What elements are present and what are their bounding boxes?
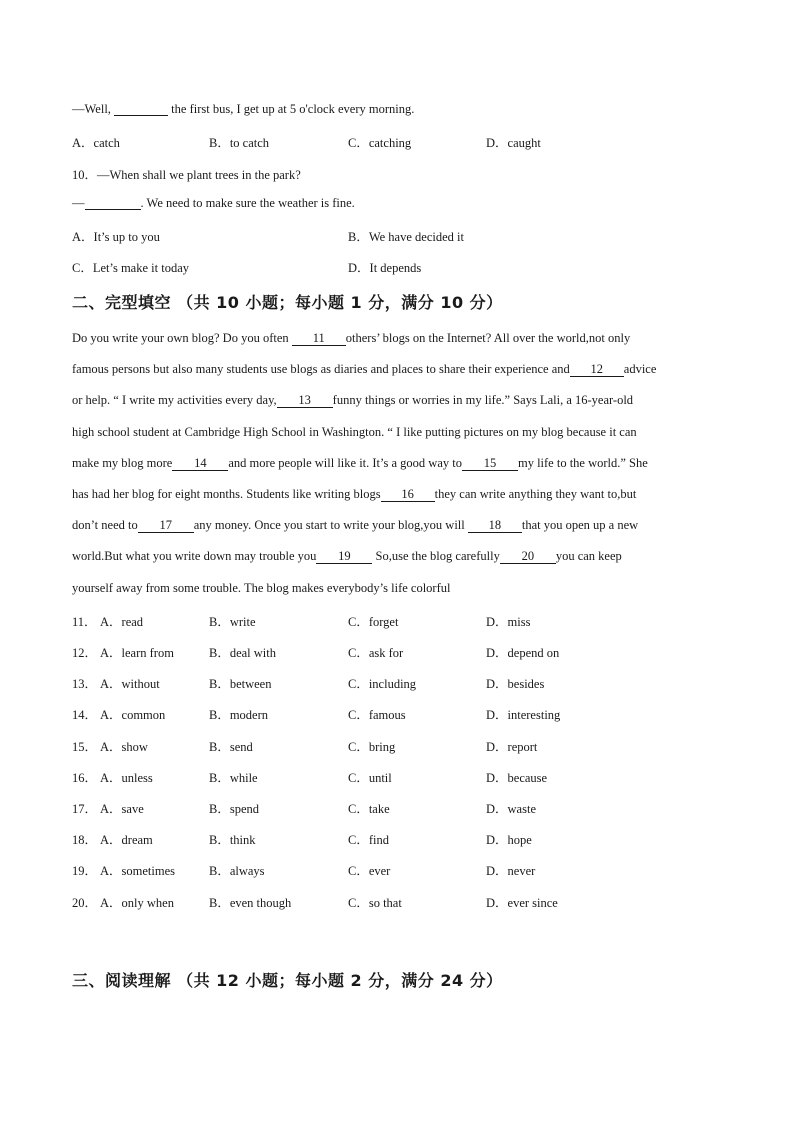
option-c: C．including [348,677,417,691]
section-2-title: 二、完型填空 （共 10 小题；每小题 1 分，满分 10 分） [72,293,503,312]
q10-option-a: A．It’s up to you [72,230,160,244]
blank-number: 14 [172,456,228,471]
option-c: C．forget [348,615,399,629]
q10-response: — . We need to make sure the weather is fine. [72,196,355,210]
option-b: B．think [209,833,256,847]
passage-line: or help. “ I write my activities every day, 13 funny things or worries in my life.” Says Lali, a 16-year-old [72,393,634,407]
option-b: B．write [209,615,256,629]
option-b: B．always [209,864,265,878]
q10-option-c: C．Let’s make it today [72,261,189,275]
passage-line: world.But what you write down may trouble you 19 So,use the blog carefully 20 you can keep [72,549,622,563]
blank-number: 17 [138,518,194,533]
q9-option-a: A．catch [72,136,120,150]
blank-number: 19 [316,549,372,564]
q9-option-b: B．to catch [209,136,270,150]
passage-line: don’t need to 17 any money. Once you start to write your blog,you will 18 that you open up a new [72,518,639,532]
passage-line: high school student at Cambridge High School in Washington. “ I like putting pictures on my blog because it can [72,425,637,439]
question-number: 16． [72,771,98,785]
blank-number: 16 [381,487,435,502]
option-a: A．without [100,677,160,691]
option-b: B．even though [209,896,292,910]
q10-option-b: B．We have decided it [348,230,464,244]
option-d: D．interesting [486,708,561,722]
option-c: C．ever [348,864,391,878]
passage-line: yourself away from some trouble. The blog makes everybody’s life colorful [72,581,451,595]
option-b: B．between [209,677,272,691]
option-d: D．never [486,864,536,878]
option-d: D．besides [486,677,545,691]
option-c: C．until [348,771,392,785]
option-a: A．common [100,708,166,722]
passage-line: has had her blog for eight months. Students like writing blogs 16 they can write anything they want to,but [72,487,637,501]
option-c: C．bring [348,740,396,754]
question-number: 20． [72,896,98,910]
blank-number: 11 [292,331,346,346]
option-b: B．modern [209,708,269,722]
question-number: 14． [72,708,98,722]
option-d: D．waste [486,802,536,816]
option-d: D．because [486,771,548,785]
question-number: 15． [72,740,98,754]
option-a: A．learn from [100,646,174,660]
option-b: B．deal with [209,646,277,660]
question-number: 11． [72,615,97,629]
option-a: A．unless [100,771,153,785]
blank-number: 12 [570,362,624,377]
option-a: A．save [100,802,144,816]
question-number: 13． [72,677,98,691]
passage-line: famous persons but also many students use blogs as diaries and places to share their experience and 12 advice [72,362,657,376]
section-3-title: 三、阅读理解 （共 12 小题；每小题 2 分，满分 24 分） [72,971,503,990]
blank-number: 15 [462,456,518,471]
option-d: D．hope [486,833,532,847]
option-d: D．depend on [486,646,560,660]
option-d: D．report [486,740,538,754]
option-a: A．read [100,615,144,629]
option-a: A．only when [100,896,174,910]
option-b: B．send [209,740,253,754]
passage-line: make my blog more 14 and more people will like it. It’s a good way to 15 my life to the world.” She [72,456,648,470]
q9-stem: —Well, the first bus, I get up at 5 o'clock every morning. [72,102,415,116]
question-number: 12． [72,646,98,660]
q10-option-d: D．It depends [348,261,422,275]
passage-line: Do you write your own blog? Do you often 11 others’ blogs on the Internet? All over the world,not only [72,331,631,345]
option-d: D．miss [486,615,531,629]
option-c: C．take [348,802,390,816]
blank-number: 20 [500,549,556,564]
answer-blank [85,196,141,210]
question-number: 19． [72,864,98,878]
option-d: D．ever since [486,896,558,910]
answer-blank [114,102,168,116]
question-number: 17． [72,802,98,816]
blank-number: 18 [468,518,522,533]
blank-number: 13 [277,393,333,408]
option-b: B．while [209,771,258,785]
option-c: C．so that [348,896,402,910]
option-b: B．spend [209,802,260,816]
question-number: 18． [72,833,98,847]
q9-option-c: C．catching [348,136,412,150]
option-a: A．sometimes [100,864,175,878]
option-c: C．ask for [348,646,404,660]
option-a: A．show [100,740,148,754]
option-a: A．dream [100,833,153,847]
q9-option-d: D．caught [486,136,541,150]
option-c: C．famous [348,708,406,722]
q10-stem: 10．—When shall we plant trees in the park? [72,168,301,182]
option-c: C．find [348,833,389,847]
